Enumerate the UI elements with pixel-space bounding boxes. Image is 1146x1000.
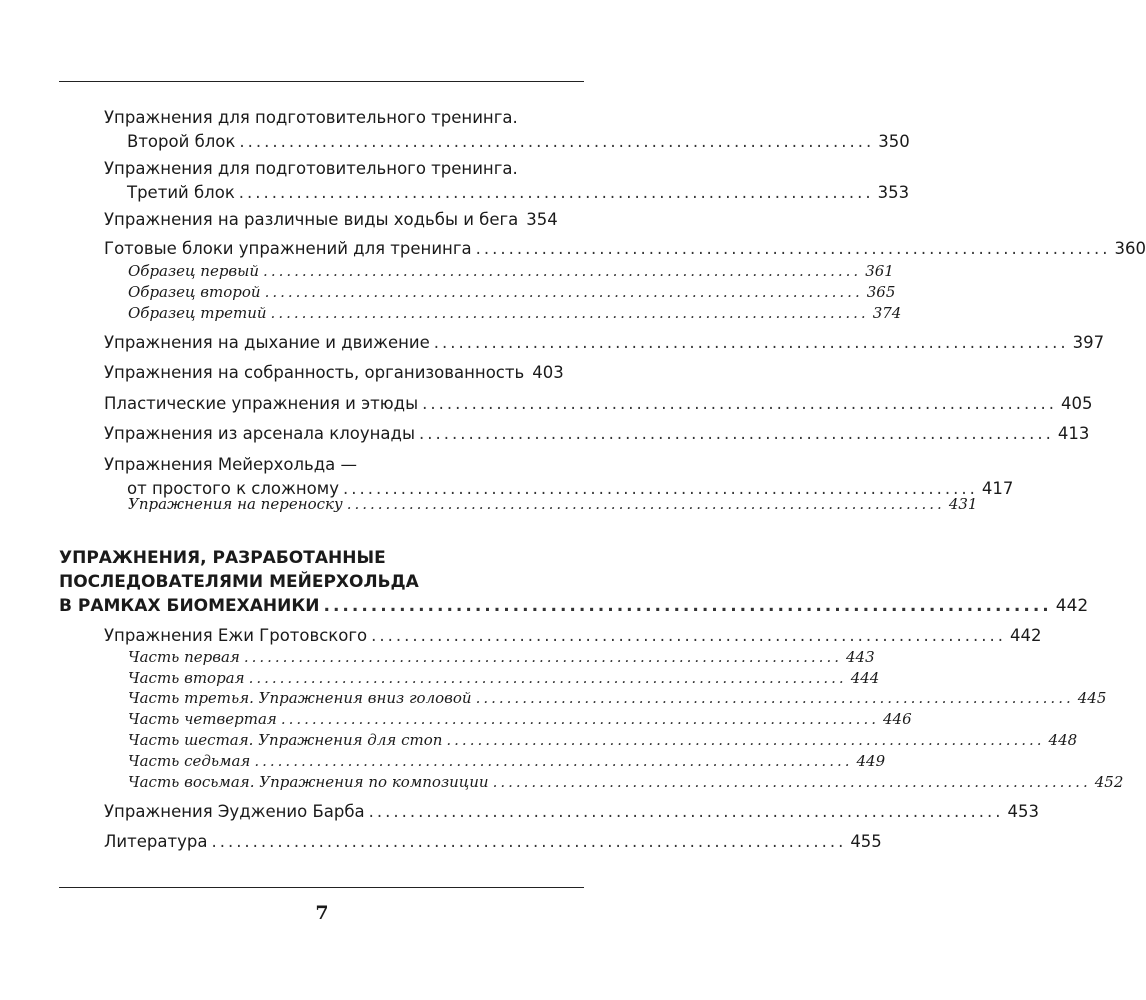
toc-page-number: 405 [1060, 394, 1093, 413]
toc-leader-dots: ............................................................................. [238, 183, 874, 202]
toc-subentry[interactable] [128, 709, 912, 730]
toc-page-number: 455 [850, 832, 882, 851]
toc-entry-title: Упражнения Эудженио Барба [104, 802, 365, 821]
toc-page-number: 374 [872, 304, 902, 322]
toc-leader-dots: ............................................................................. [418, 424, 1054, 443]
toc-leader-dots: ............................................................................. [371, 626, 1006, 645]
toc-page-number: 445 [1077, 689, 1107, 707]
toc-leader-dots: ............................................................................. [270, 304, 869, 322]
toc-entry-title: Упражнения Ежи Гротовского [104, 626, 368, 645]
toc-subentry[interactable] [128, 730, 1078, 751]
toc-leader-dots: ............................................................................. [254, 752, 853, 770]
toc-leader-dots: ............................................................................. [492, 773, 1091, 791]
toc-section-heading[interactable] [59, 546, 1089, 618]
toc-page-number: 360 [1114, 239, 1146, 258]
toc-page-number: 446 [883, 710, 912, 728]
toc-entry-title: от простого к сложному [127, 479, 339, 498]
toc-page-number: 350 [878, 132, 910, 151]
toc-page-number: 442 [1010, 626, 1042, 645]
toc-entry-title: Литература [104, 832, 208, 851]
toc-leader-dots: ............................................................................. [323, 596, 1052, 616]
toc-leader-dots: ............................................................................. [248, 669, 847, 687]
toc-page-number: 413 [1057, 424, 1090, 443]
toc-entry[interactable] [104, 830, 882, 854]
toc-entry-title: Пластические упражнения и этюды [104, 394, 419, 413]
toc-leader-dots: ............................................................................. [368, 802, 1004, 821]
toc-entry-title: Образец третий [128, 304, 267, 322]
toc-subentry[interactable] [128, 494, 978, 515]
toc-entry-title: Третий блок [127, 183, 235, 202]
toc-page-number: 403 [532, 363, 564, 382]
toc-entry[interactable] [104, 237, 1146, 261]
toc-page-number: 353 [877, 183, 910, 202]
toc-section-title-line: УПРАЖНЕНИЯ, РАЗРАБОТАННЫЕ [59, 548, 386, 568]
toc-entry[interactable] [104, 157, 910, 205]
toc-entry-title-line: Упражнения Мейерхольда — [104, 455, 358, 474]
toc-page-number: 397 [1072, 333, 1105, 352]
toc-leader-dots: ............................................................................. [264, 283, 863, 301]
toc-leader-dots: ............................................................................. [243, 648, 842, 666]
toc-subentry[interactable] [128, 282, 896, 303]
toc-page-number: 431 [948, 495, 978, 513]
toc-page-number: 449 [856, 752, 886, 770]
toc-leader-dots: ............................................................................. [263, 262, 862, 280]
toc-entry-title: Часть восьмая. Упражнения по композиции [128, 773, 489, 791]
toc-page-number: 443 [846, 648, 875, 666]
toc-entry-title: Образец второй [128, 283, 261, 301]
toc-subentry[interactable] [128, 751, 886, 772]
toc-page-number: 365 [866, 283, 896, 301]
toc-leader-dots: ............................................................................. [342, 479, 978, 498]
toc-entry[interactable] [104, 331, 1105, 355]
toc-page-number: 452 [1094, 773, 1124, 791]
toc-page-number: 417 [981, 479, 1014, 498]
toc-leader-dots: ............................................................................. [280, 710, 879, 728]
toc-leader-dots: ............................................................................. [475, 689, 1074, 707]
toc-section-title-line: ПОСЛЕДОВАТЕЛЯМИ МЕЙЕРХОЛЬДА [59, 572, 419, 592]
toc-entry[interactable] [104, 800, 1040, 824]
toc-leader-dots: ............................................................................. [433, 333, 1069, 352]
toc-entry-title: Упражнения из арсенала клоунады [104, 424, 415, 443]
toc-entry-title: Часть третья. Упражнения вниз головой [128, 689, 472, 707]
toc-leader-dots: ............................................................................. [422, 394, 1057, 413]
toc-page-number: 444 [850, 669, 880, 687]
toc-entry-title-line: Упражнения для подготовительного тренинга. [104, 159, 518, 178]
toc-subentry[interactable] [128, 647, 875, 668]
toc-entry-title: Второй блок [127, 132, 236, 151]
toc-entry-title: Упражнения на дыхание и движение [104, 333, 430, 352]
toc-entry-title: Часть седьмая [128, 752, 251, 770]
toc-entry-title-line: Упражнения для подготовительного тренинга. [104, 108, 518, 127]
toc-entry-title: Образец первый [128, 262, 260, 280]
toc-page-number: 361 [865, 262, 894, 280]
toc-leader-dots: ............................................................................. [211, 832, 847, 851]
page-number: 7 [315, 902, 329, 924]
toc-page-number: 448 [1048, 731, 1078, 749]
toc-entry-title: Готовые блоки упражнений для тренинга [104, 239, 472, 258]
toc-page-number: 453 [1007, 802, 1040, 821]
toc-subentry[interactable] [128, 303, 902, 324]
toc-entry-title: Упражнения на собранность, организованность [104, 363, 525, 382]
toc-entry[interactable] [104, 422, 1090, 446]
toc-leader-dots: ............................................................................. [239, 132, 875, 151]
toc-entry-title: Часть четвертая [128, 710, 277, 728]
toc-subentry[interactable] [128, 688, 1107, 709]
toc-page-number: 354 [526, 210, 558, 229]
bottom-rule [59, 887, 584, 888]
toc-entry[interactable] [104, 624, 1042, 648]
toc-entry[interactable] [104, 208, 558, 232]
toc-leader-dots: ............................................................................. [346, 495, 945, 513]
toc-entry-title: Часть вторая [128, 669, 245, 687]
toc-leader-dots: ............................................................................. [446, 731, 1045, 749]
toc-entry-title: Упражнения на различные виды ходьбы и бега [104, 210, 519, 229]
toc-page-number: 442 [1055, 596, 1089, 616]
top-rule [59, 81, 584, 82]
toc-entry-title: Часть первая [128, 648, 240, 666]
toc-leader-dots: ............................................................................. [475, 239, 1111, 258]
toc-entry-title: Часть шестая. Упражнения для стоп [128, 731, 443, 749]
toc-entry[interactable] [104, 106, 910, 154]
toc-subentry[interactable] [128, 261, 894, 282]
toc-entry[interactable] [104, 392, 1093, 416]
toc-section-title: В РАМКАХ БИОМЕХАНИКИ [59, 596, 320, 616]
toc-subentry[interactable] [128, 668, 880, 689]
toc-entry[interactable] [104, 361, 564, 385]
toc-entry-title: Упражнения на переноску [128, 495, 343, 513]
toc-subentry[interactable] [128, 772, 1124, 793]
